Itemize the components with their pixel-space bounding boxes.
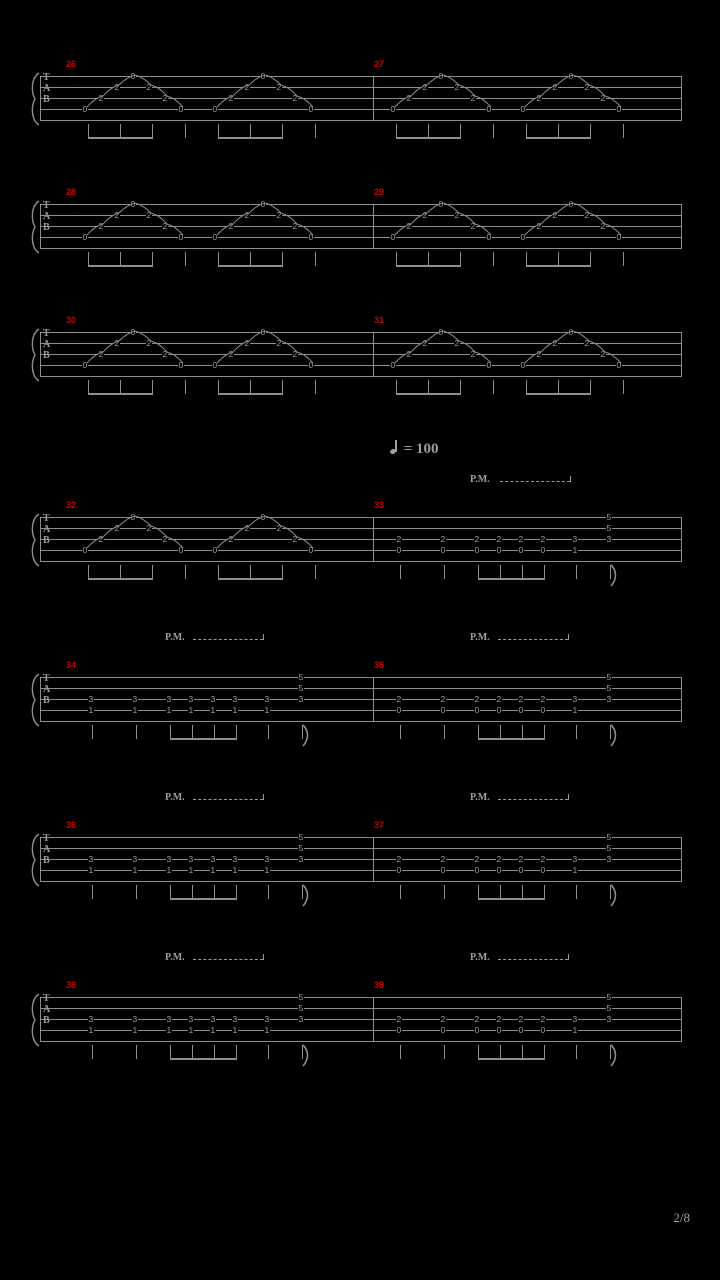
measure-number: 27 — [374, 59, 385, 69]
measure-number: 31 — [374, 315, 385, 325]
rhythm-beams — [40, 124, 682, 148]
strum-arrow-icon — [292, 723, 322, 749]
staff: T A B 0 2 2 0 2 2 0 0 2 2 0 2 2 0 0 2 2 0 2 2 0 0 2 2 0 2 2 0 — [40, 200, 682, 256]
palm-mute-end — [263, 634, 264, 640]
quarter-note-icon — [390, 440, 400, 455]
palm-mute-label: P.M. — [470, 952, 490, 963]
measure-number: 34 — [66, 660, 77, 670]
system-7 — [40, 980, 682, 1049]
legato-slurs — [40, 72, 682, 128]
measure-number: 28 — [66, 187, 77, 197]
palm-mute-line — [193, 639, 263, 641]
system-6 — [40, 820, 682, 889]
staff: T A B 0 2 2 0 2 2 0 0 2 2 0 2 2 0 0 2 2 0 2 2 0 0 2 2 0 2 2 0 — [40, 72, 682, 128]
palm-mute-line — [500, 481, 570, 483]
palm-mute-label: P.M. — [470, 792, 490, 803]
measure-number: 33 — [374, 500, 385, 510]
measure-number: 38 — [66, 980, 77, 990]
measure-number: 37 — [374, 820, 385, 830]
rhythm-beams — [40, 725, 682, 749]
measure-number: 29 — [374, 187, 385, 197]
palm-mute-label: P.M. — [165, 952, 185, 963]
tab-clef: T A B — [43, 72, 51, 105]
tempo-value: = 100 — [403, 441, 439, 457]
brace-icon — [28, 673, 40, 727]
measure-number: 26 — [66, 59, 77, 69]
tab-clef: T A B — [43, 513, 51, 546]
system-1 — [40, 59, 682, 128]
palm-mute-label: P.M. — [165, 792, 185, 803]
brace-icon — [28, 200, 40, 254]
tab-clef: T A B — [43, 328, 51, 361]
legato-slurs — [40, 200, 682, 256]
palm-mute-end — [263, 954, 264, 960]
rhythm-beams — [40, 1045, 682, 1069]
tab-clef: T A B — [43, 673, 51, 706]
brace-icon — [28, 993, 40, 1047]
palm-mute-label: P.M. — [470, 632, 490, 643]
palm-mute-line — [498, 959, 568, 961]
system-5 — [40, 660, 682, 729]
measure-number: 32 — [66, 500, 77, 510]
staff: T A B 3 1 3 1 3 1 3 1 3 1 3 1 3 1 5 5 3 2 0 2 0 2 0 2 0 2 0 2 0 3 1 5 5 3 — [40, 673, 682, 729]
measure-number: 36 — [66, 820, 77, 830]
strum-arrow-icon — [292, 883, 322, 909]
strum-arrow-icon — [600, 563, 630, 589]
palm-mute-label: P.M. — [165, 632, 185, 643]
brace-icon — [28, 328, 40, 382]
palm-mute-line — [193, 959, 263, 961]
palm-mute-end — [568, 634, 569, 640]
palm-mute-line — [498, 639, 568, 641]
page-number: 2/8 — [673, 1210, 690, 1225]
palm-mute-end — [568, 794, 569, 800]
palm-mute-label: P.M. — [470, 474, 490, 485]
tab-clef: T A B — [43, 993, 51, 1026]
staff: T A B 3 1 3 1 3 1 3 1 3 1 3 1 3 1 5 5 3 2 0 2 0 2 0 2 0 2 0 2 0 3 1 5 5 3 — [40, 833, 682, 889]
brace-icon — [28, 833, 40, 887]
rhythm-beams — [40, 565, 682, 589]
palm-mute-end — [570, 476, 571, 482]
rhythm-beams — [40, 252, 682, 276]
legato-slurs — [40, 513, 682, 569]
measure-number: 30 — [66, 315, 77, 325]
tab-clef: T A B — [43, 200, 51, 233]
staff: T A B 0 2 2 0 2 2 0 0 2 2 0 2 2 0 0 2 2 0 2 2 0 0 2 2 0 2 2 0 — [40, 328, 682, 384]
measure-number: 35 — [374, 660, 385, 670]
palm-mute-line — [498, 799, 568, 801]
system-2 — [40, 187, 682, 256]
staff: T A B 0 2 2 0 2 2 0 0 2 2 0 2 2 0 2 0 2 0 2 0 2 0 2 0 2 0 3 1 5 5 3 — [40, 513, 682, 569]
system-4 — [40, 500, 682, 569]
brace-icon — [28, 513, 40, 567]
palm-mute-line — [193, 799, 263, 801]
palm-mute-end — [568, 954, 569, 960]
strum-arrow-icon — [600, 1043, 630, 1069]
tempo-marking — [390, 440, 439, 458]
rhythm-beams — [40, 380, 682, 404]
rhythm-beams — [40, 885, 682, 909]
tab-clef: T A B — [43, 833, 51, 866]
measure-number: 39 — [374, 980, 385, 990]
strum-arrow-icon — [292, 1043, 322, 1069]
palm-mute-end — [263, 794, 264, 800]
strum-arrow-icon — [600, 723, 630, 749]
brace-icon — [28, 72, 40, 126]
strum-arrow-icon — [600, 883, 630, 909]
system-3 — [40, 315, 682, 384]
staff: T A B 3 1 3 1 3 1 3 1 3 1 3 1 3 1 5 5 3 2 0 2 0 2 0 2 0 2 0 2 0 3 1 5 5 3 — [40, 993, 682, 1049]
legato-slurs — [40, 328, 682, 384]
